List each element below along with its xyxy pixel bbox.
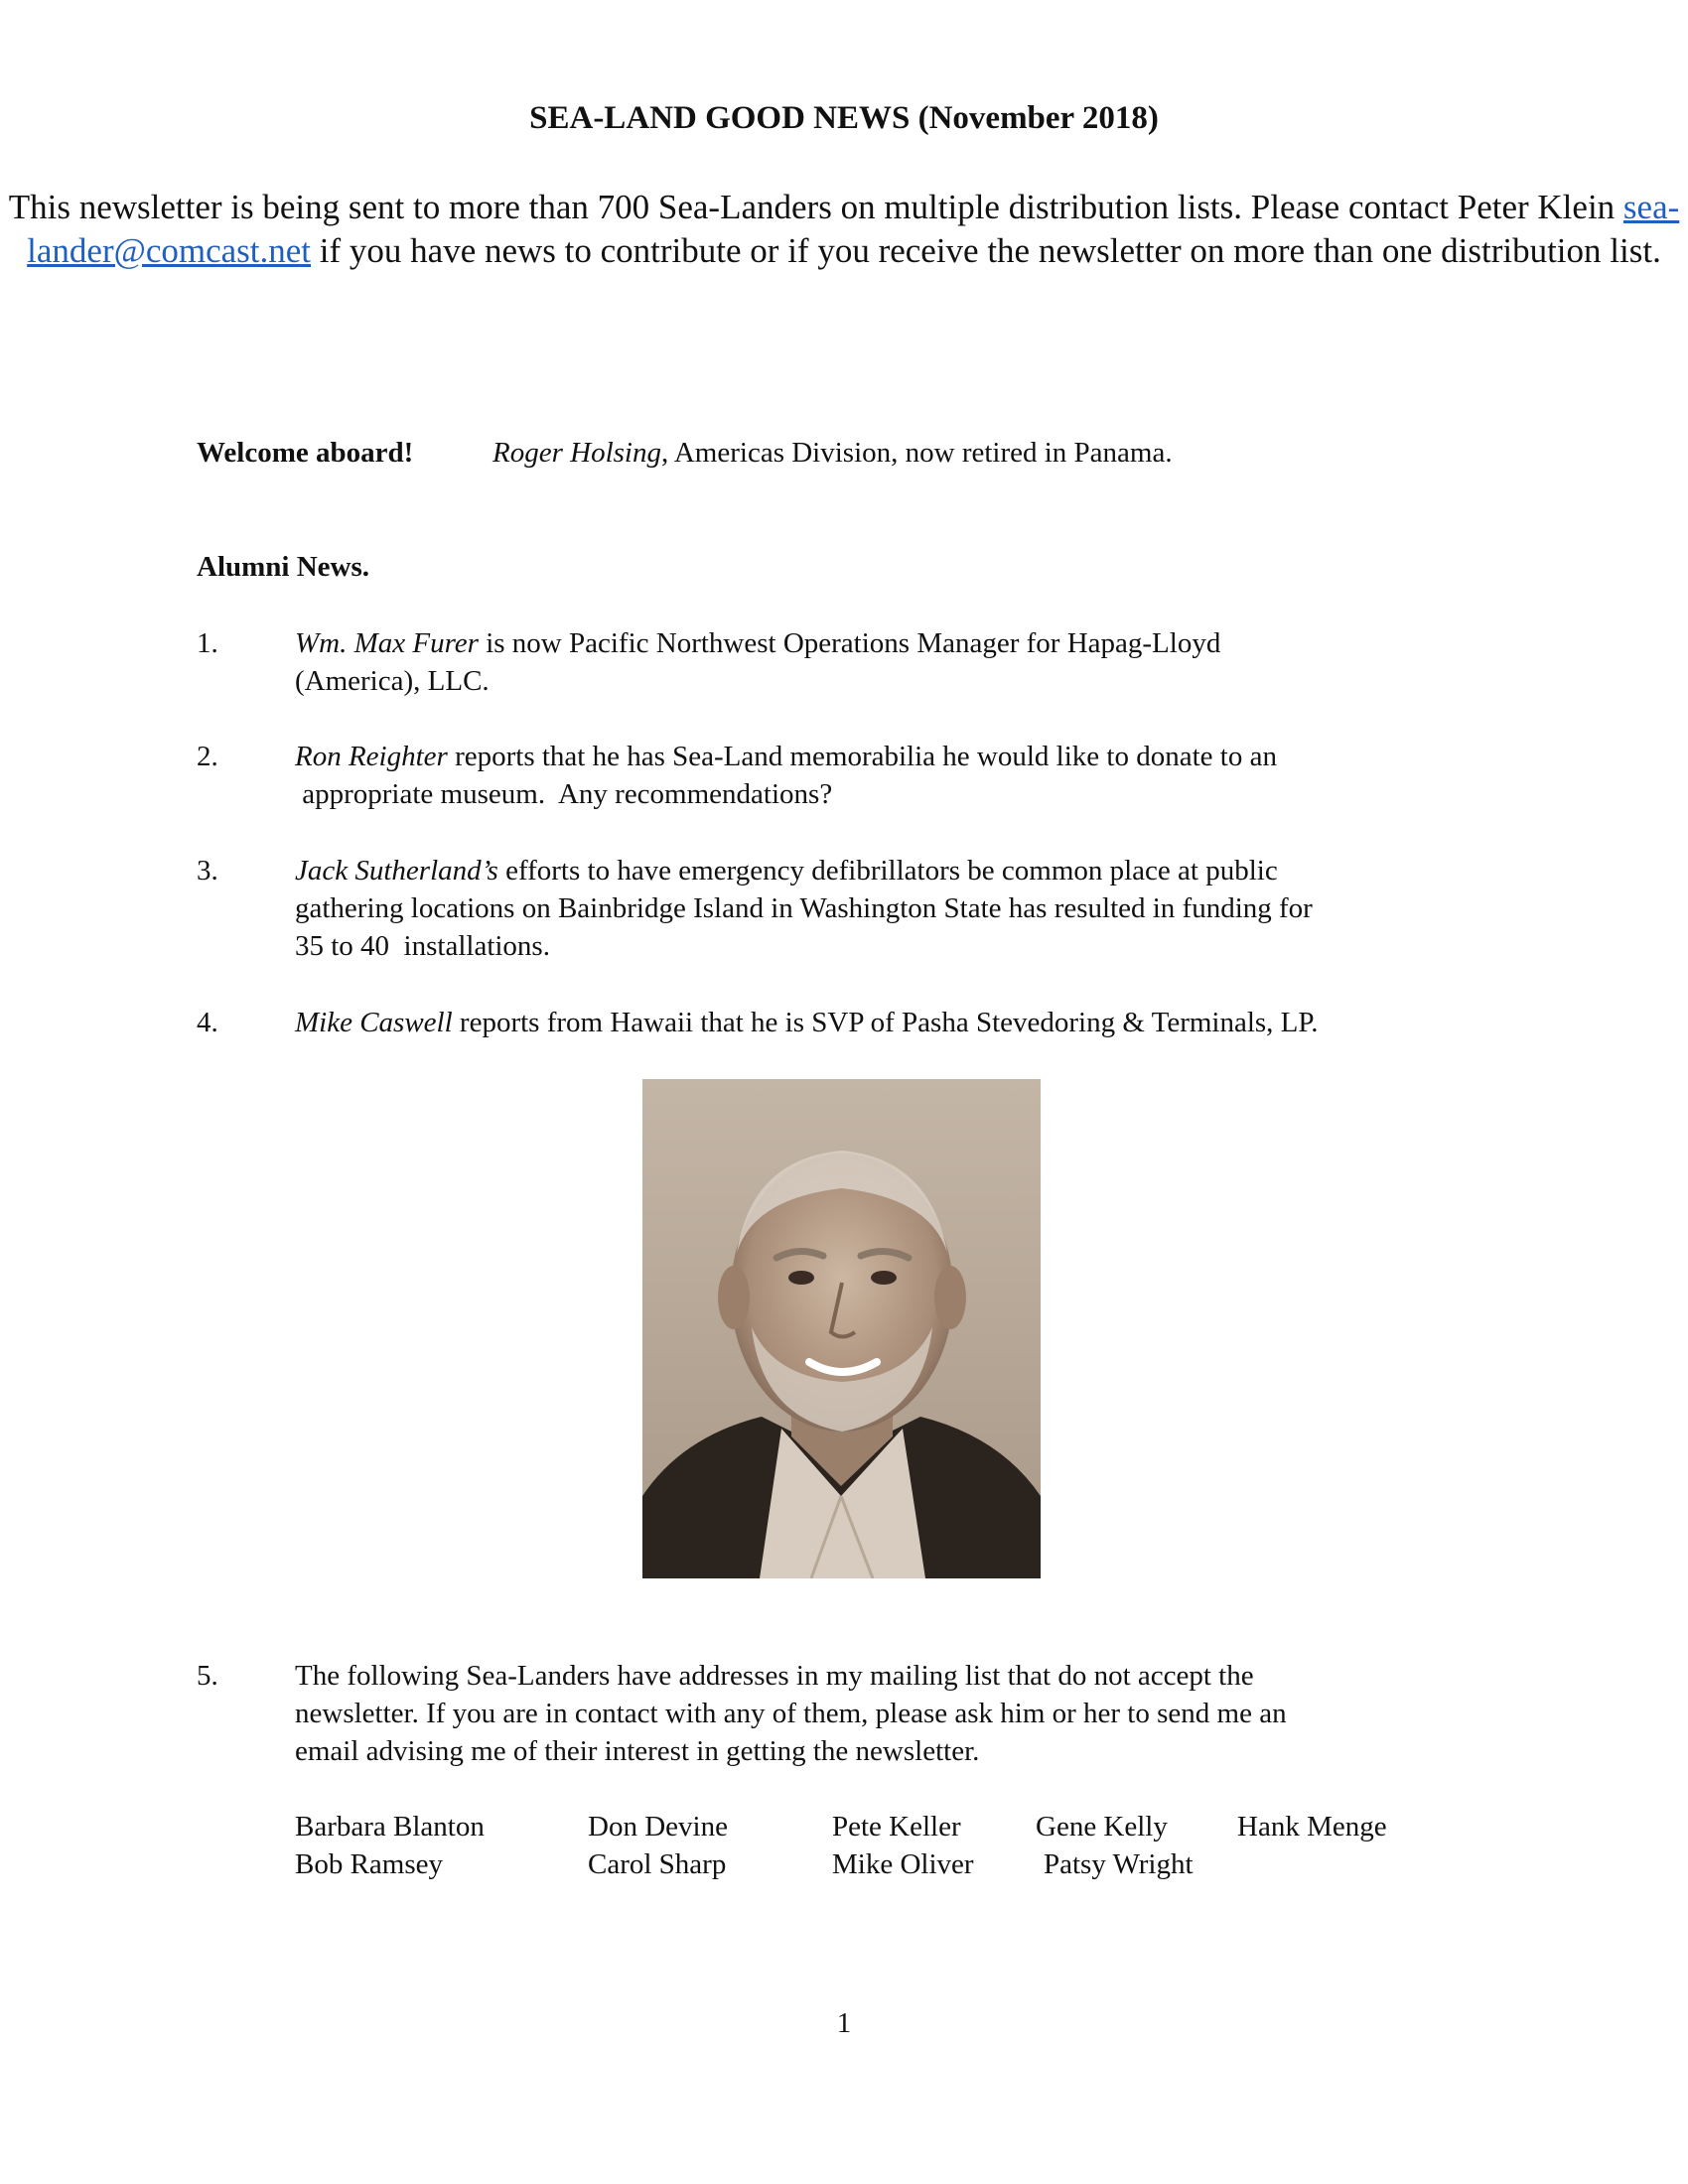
- list-item: [295, 738, 1277, 775]
- name-entry: Bob Ramsey: [295, 1848, 444, 1880]
- list-item: [295, 624, 1220, 662]
- welcome-detail-text: , Americas Division, now retired in Panama.: [660, 437, 1173, 469]
- intro-text-end: if you have news to contribute or if you receive the newsletter on more than one distribution list.: [311, 231, 1661, 270]
- name-entry: Pete Keller: [832, 1811, 961, 1843]
- item-text: reports from Hawaii that he is SVP of Pasha Stevedoring & Terminals, LP.: [452, 1007, 1319, 1038]
- intro-paragraph: [0, 186, 1688, 273]
- portrait-photo: [642, 1079, 1041, 1578]
- welcome-line: [197, 434, 413, 472]
- item-text-cont: gathering locations on Bainbridge Island in Washington State has resulted in funding for: [295, 892, 1313, 924]
- names-list: [0, 1808, 1688, 1887]
- alumni-news-heading: Alumni News.: [197, 551, 370, 583]
- item-text-cont: appropriate museum. Any recommendations?: [295, 778, 833, 810]
- item-text: efforts to have emergency defibrillators be common place at public: [497, 855, 1278, 887]
- page-number: 1: [836, 2007, 852, 2039]
- item-name: Mike Caswell: [295, 1007, 453, 1038]
- item-text-cont: email advising me of their interest in getting the newsletter.: [295, 1735, 980, 1767]
- name-entry: Don Devine: [588, 1811, 728, 1843]
- welcome-name: Roger Holsing: [492, 437, 661, 469]
- item-number: 2.: [197, 741, 218, 772]
- welcome-detail: [492, 434, 1173, 472]
- name-entry: Hank Menge: [1237, 1811, 1387, 1843]
- welcome-label: Welcome aboard!: [197, 437, 414, 469]
- item-name: Wm. Max Furer: [295, 627, 479, 659]
- list-item: The following Sea-Landers have addresses in my mailing list that do not accept the: [295, 1660, 1254, 1692]
- name-entry: Gene Kelly: [1036, 1811, 1168, 1843]
- item-name: Jack Sutherland’s: [295, 855, 498, 887]
- item-text-cont: newsletter. If you are in contact with any of them, please ask him or her to send me an: [295, 1698, 1287, 1729]
- item-name: Ron Reighter: [295, 741, 448, 772]
- item-text: is now Pacific Northwest Operations Manager for Hapag-Lloyd: [478, 627, 1221, 659]
- name-entry: Carol Sharp: [588, 1848, 727, 1880]
- item-text-cont: (America), LLC.: [295, 665, 490, 697]
- intro-text: This newsletter is being sent to more than 700 Sea-Landers on multiple distribution lists. Please contact Peter Klein: [8, 188, 1623, 226]
- item-number: 1.: [197, 627, 218, 659]
- item-text: reports that he has Sea-Land memorabilia he would like to donate to an: [447, 741, 1277, 772]
- item-text-cont: 35 to 40 installations.: [295, 930, 550, 962]
- item-number: 3.: [197, 855, 218, 887]
- newsletter-title: SEA-LAND GOOD NEWS (November 2018): [529, 100, 1159, 136]
- name-entry: Barbara Blanton: [295, 1811, 485, 1843]
- name-entry: Patsy Wright: [1044, 1848, 1194, 1880]
- name-entry: Mike Oliver: [832, 1848, 974, 1880]
- item-number: 4.: [197, 1007, 218, 1038]
- contact-email-link[interactable]: sea-lander@comcast.net: [27, 188, 1680, 270]
- list-item: [295, 1004, 1319, 1041]
- list-item: [295, 852, 1278, 889]
- item-number: 5.: [197, 1660, 218, 1692]
